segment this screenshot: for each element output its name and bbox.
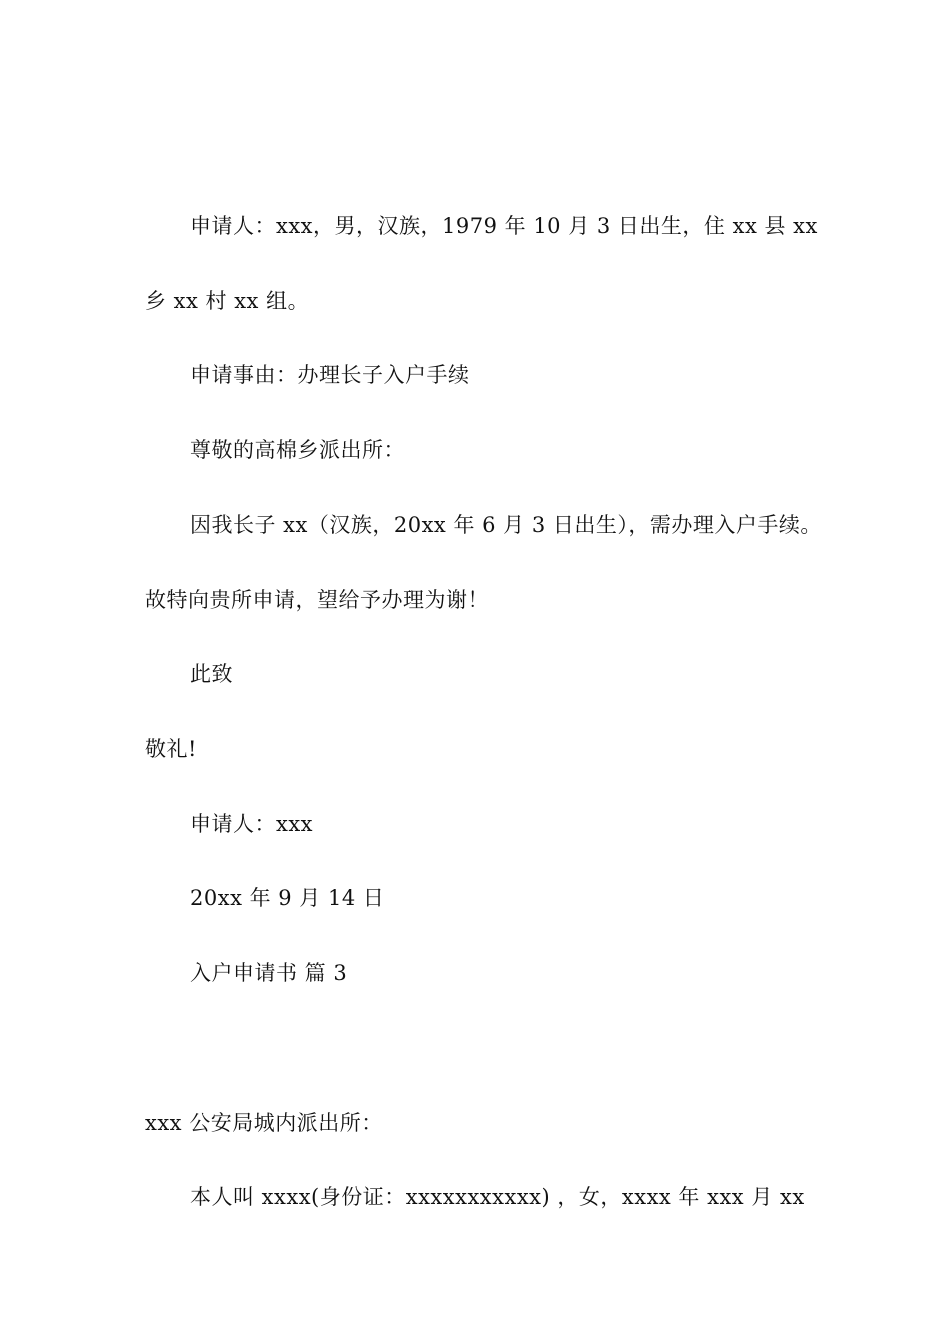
signature-applicant: 申请人：xxx (190, 812, 314, 836)
closing-jingli: 敬礼! (145, 737, 197, 761)
recipient-address: xxx 公安局城内派出所： (145, 1111, 383, 1135)
body-paragraph-line-2: 故特向贵所申请，望给予办理为谢！ (145, 588, 489, 612)
section-heading: 入户申请书 篇 3 (190, 961, 348, 985)
applicant-info-line-1: 申请人：xxx，男，汉族，1979 年 10 月 3 日出生，住 xx 县 xx (190, 214, 818, 238)
application-reason: 申请事由：办理长子入户手续 (190, 363, 470, 387)
closing-cizhi: 此致 (190, 662, 233, 686)
salutation: 尊敬的高棉乡派出所： (190, 438, 405, 462)
applicant-info-line-2: 乡 xx 村 xx 组。 (145, 289, 310, 313)
body-paragraph-line-1: 因我长子 xx（汉族，20xx 年 6 月 3 日出生），需办理入户手续。 (190, 513, 822, 537)
signature-date: 20xx 年 9 月 14 日 (190, 886, 385, 910)
second-letter-body-line-1: 本人叫 xxxx(身份证：xxxxxxxxxxx) ，女，xxxx 年 xxx 月 xx (190, 1185, 805, 1209)
